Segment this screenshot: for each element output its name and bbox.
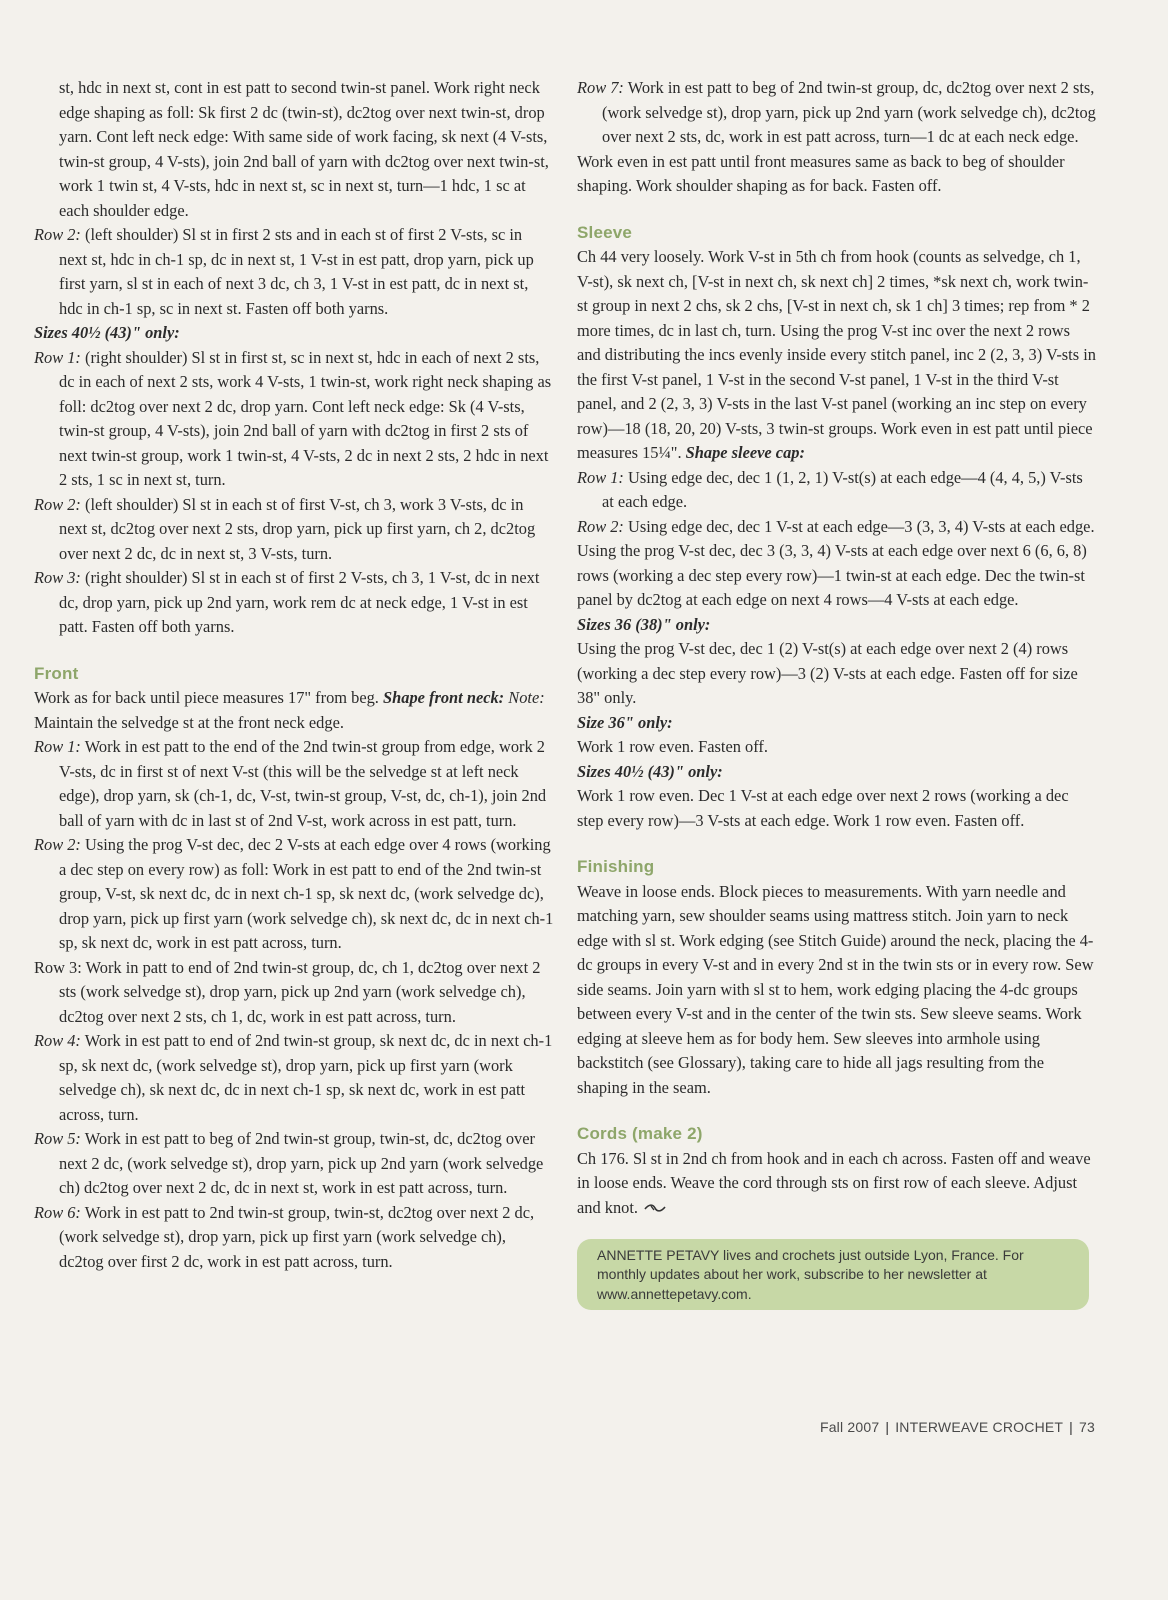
row-label: Row 2: (577, 516, 624, 536)
note-text: Maintain the selvedge st at the front neck edge. (34, 712, 344, 732)
finishing-heading: Finishing (577, 857, 655, 876)
author-bio-box (577, 1239, 1089, 1311)
note-label: Note: (508, 688, 545, 707)
row-label: Row 3: (34, 568, 81, 587)
shoulder-row1 (34, 346, 554, 493)
author-bio-text: ANNETTE PETAVY lives and crochets just outside Lyon, France. For monthly updates about her work, subscribe to her newsletter at www.annettepetavy.com. (597, 1246, 1024, 1302)
front-intro-text: Work as for back until piece measures 17" from beg. (34, 688, 379, 707)
shape-sleeve-cap-label: Shape sleeve cap: (685, 443, 805, 462)
row-text: (right shoulder) Sl st in each st of first 2 V-sts, ch 3, 1 V-st, dc in next dc, drop yarn, pick up 2nd yarn, work rem dc at neck edge, 1 V-st in est patt. Fasten off both yarns. (59, 568, 540, 636)
sleeve-prog-dec: Using the prog V-st dec, dec 3 (3, 3, 4) V-sts at each edge over next 6 (6, 6, 8) rows (working a dec step every row)—1 twin-st at each edge. Dec the twin-st panel by dc2tog at each edge on next 4 rows—4 V-sts at each edge. (577, 541, 1087, 609)
back-row2 (34, 223, 554, 321)
sizes-40-43-label: Sizes 40½ (43)" only: (34, 323, 180, 342)
front-intro (34, 686, 554, 735)
end-mark-icon (644, 1196, 666, 1221)
footer-page-number: 73 (1079, 1419, 1095, 1435)
shoulder-row2 (34, 493, 554, 567)
row-label: Row 2: (34, 225, 81, 244)
row-text: (left shoulder) Sl st in each st of first V-st, ch 3, work 3 V-sts, dc in next st, dc2tog over next 2 sts, drop yarn, pick up first yarn, ch 2, dc2tog over next 2 dc, dc in next st, 3 V-sts, turn. (59, 494, 536, 563)
front-row7 (577, 76, 1097, 150)
front-end-text: Work even in est patt until front measures same as back to beg of shoulder shaping. Work shoulder shaping as for back. Fasten off. (577, 151, 1065, 195)
row-text: Using edge dec, dec 1 V-st at each edge—3 (3, 3, 4) V-sts at each edge. (628, 516, 1095, 536)
cords-heading: Cords (make 2) (577, 1124, 703, 1143)
row-text: Work in est patt to beg of 2nd twin-st group, twin-st, dc, dc2tog over next 2 dc, (work selvedge st), drop yarn, pick up 2nd yarn (work selvedge ch) dc2tog over next 2 dc, dc in next st, work in est patt across, turn. (59, 1129, 544, 1197)
sizes-36-38-text: Using the prog V-st dec, dec 1 (2) V-st(s) at each edge over next 2 (4) rows (working a dec step every row)—3 (2) V-sts at each edge. Fasten off for size 38" only. (577, 639, 1078, 707)
row-label: Row 5: (34, 1129, 81, 1148)
row-text: Work in est patt to end of 2nd twin-st group, sk next dc, dc in next ch-1 sp, sk next dc, (work selvedge st), drop yarn, pick up first yarn (work selvedge ch), sk next dc, dc in next ch-1 sp, sk next dc, work in est patt across, turn. (59, 1031, 553, 1124)
front-row4 (34, 1029, 554, 1127)
row-text: Work in est patt to the end of the 2nd twin-st group from edge, work 2 V-sts, dc in first st of next V-st (this will be the selvedge st at left neck edge), drop yarn, sk (ch-1, dc, V-st, twin-st group, V-st, dc, ch-1), join 2nd ball of yarn with dc in last st of 2nd V-st, work across in est patt, turn. (59, 737, 547, 830)
footer-season: Fall 2007 (819, 1419, 880, 1435)
sleeve-intro-text: Ch 44 very loosely. Work V-st in 5th ch from hook (counts as selvedge, ch 1, V-st), sk next ch, [V-st in next ch, sk next ch] 2 times, *sk next ch, work twin-st group in next 2 chs, sk 2 chs, [V-st in next ch, sk 1 ch] 3 times; rep from * 2 more times, dc in last ch, turn. Using the prog V-st inc over the next 2 rows and distributing the incs evenly inside every stitch panel, inc 2 (2, 3, 3) V-sts in the first V-st panel, 1 V-st in the second V-st panel, 1 V-st in the third V-st panel, and 2 (2, 3, 3) V-sts in the last V-st panel (working an inc step on every row)—18 (18, 20, 20) V-sts, 3 twin-st groups. Work even in est patt until piece measures 15¼". (577, 247, 1096, 462)
sizes-36-38-label: Sizes 36 (38)" only: (577, 614, 711, 634)
sizes-40-43-label-sleeve: Sizes 40½ (43)" only: (577, 761, 723, 781)
row-label: Row 2: (34, 494, 81, 514)
row-label: Row 7: (577, 78, 624, 97)
front-row1 (34, 735, 554, 833)
cords-paragraph (577, 1147, 1097, 1221)
row-text: Work in patt to end of 2nd twin-st group, dc, ch 1, dc2tog over next 2 sts (work selvedge st), drop yarn, pick up 2nd yarn (work selvedge ch), dc2tog over next 2 sts, ch 1, dc, work in est patt across, turn. (59, 957, 541, 1026)
back-row1-continuation: st, hdc in next st, cont in est patt to second twin-st panel. Work right neck edge shaping as foll: Sk first 2 dc (twin-st), dc2tog over next twin-st, drop yarn. Cont left neck edge: With same side of work facing, sk next (4 V-sts, twin-st group, 4 V-sts), join 2nd ball of yarn with dc2tog over next twin-st, work 1 twin st, 4 V-sts, hdc in next st, sc in next st, turn—1 hdc, 1 sc at each shoulder edge. (59, 78, 549, 220)
row-text: (left shoulder) Sl st in first 2 sts and in each st of first 2 V-sts, sc in next st, hdc in ch-1 sp, dc in next st, 1 V-st in est patt, drop yarn, pick up first yarn, sl st in each of next 3 dc, ch 3, 1 V-st in est patt, dc in next st, hdc in ch-1 sp, sc in next st. Fasten off both yarns. (59, 225, 534, 318)
footer-magazine: INTERWEAVE CROCHET (895, 1419, 1064, 1435)
size-36-text: Work 1 row even. Fasten off. (577, 737, 768, 756)
front-heading: Front (34, 663, 79, 683)
front-row2 (34, 833, 554, 956)
sizes-40-43-text: Work 1 row even. Dec 1 V-st at each edge over next 2 rows (working a dec step every row)—3 V-sts at each edge. Work 1 row even. Fasten off. (577, 786, 1069, 830)
sleeve-row2 (577, 515, 1097, 540)
row-text: Using the prog V-st dec, dec 2 V-sts at each edge over 4 rows (working a dec step on every row) as foll: Work in est patt to end of the 2nd twin-st group, V-st, sk next dc, dc in next ch-1 sp, sk next dc, (work selvedge dc), drop yarn, pick up first yarn (work selvedge ch), sk next dc, dc in next ch-1 sp, sk next dc, work in est patt across, turn. (59, 835, 554, 952)
size-36-label: Size 36" only: (577, 712, 673, 732)
row-label: Row 2: (34, 835, 81, 854)
row-text: Work in est patt to beg of 2nd twin-st group, dc, dc2tog over next 2 sts, (work selvedge st), drop yarn, pick up 2nd yarn (work selvedge ch), dc2tog over next 2 sts, dc, work in est patt across, turn—1 dc at each neck edge. (602, 78, 1096, 146)
front-row3 (34, 956, 554, 1030)
row-label: Row 1: (577, 467, 624, 487)
row-text: Using edge dec, dec 1 (1, 2, 1) V-st(s) at each edge—4 (4, 4, 5,) V-sts at each edge. (602, 467, 1083, 511)
front-row6 (34, 1201, 554, 1275)
sleeve-row1 (577, 466, 1097, 515)
shoulder-row3 (34, 566, 554, 640)
sleeve-heading: Sleeve (577, 222, 633, 242)
cords-text: Ch 176. Sl st in 2nd ch from hook and in each ch across. Fasten off and weave in loose ends. Weave the cord through sts on first row of each sleeve. Adjust and knot. (577, 1148, 1091, 1217)
page-footer: Fall 2007 | INTERWEAVE CROCHET | 73 (819, 1419, 1095, 1435)
sleeve-intro (577, 245, 1097, 466)
row-label: Row 6: (34, 1202, 81, 1222)
right-column (577, 76, 1097, 1310)
row-label: Row 4: (34, 1031, 81, 1050)
front-row5 (34, 1127, 554, 1201)
row-text: Work in est patt to 2nd twin-st group, twin-st, dc2tog over next 2 dc, (work selvedge st), drop yarn, pick up first yarn (work selvedge ch), dc2tog over first 2 dc, work in est patt across, turn. (59, 1202, 535, 1271)
shape-front-neck-label: Shape front neck: (383, 688, 505, 707)
row-text: (right shoulder) Sl st in first st, sc in next st, hdc in each of next 2 sts, dc in each of next 2 sts, work 4 V-sts, 1 twin-st, work right neck shaping as foll: dc2tog over next 2 dc, drop yarn. Cont left neck edge: Sk (4 V-sts, twin-st group, 4 V-sts), join 2nd ball of yarn with dc2tog in first 2 sts of next twin-st group, work 1 twin-st, 4 V-sts, 2 dc in next 2 sts, 2 hdc in next 2 sts, 1 sc in next st, turn. (59, 347, 552, 489)
row-label: Row 3: (34, 957, 82, 977)
row-label: Row 1: (34, 737, 81, 756)
row-label: Row 1: (34, 347, 81, 367)
left-column (34, 76, 554, 1274)
finishing-text: Weave in loose ends. Block pieces to measurements. With yarn needle and matching yarn, sew shoulder seams using mattress stitch. Join yarn to neck edge with sl st. Work edging (see Stitch Guide) around the neck, placing the 4-dc groups in every V-st and in every 2nd st in the twin sts or in every row. Sew side seams. Join yarn with sl st to hem, work edging placing the 4-dc groups between every V-st and in the center of the twin sts. Sew sleeve seams. Work edging at sleeve hem as for body hem. Sew sleeves into armhole using backstitch (see Glossary), taking care to hide all jags resulting from the shaping in the seam. (577, 881, 1094, 1097)
